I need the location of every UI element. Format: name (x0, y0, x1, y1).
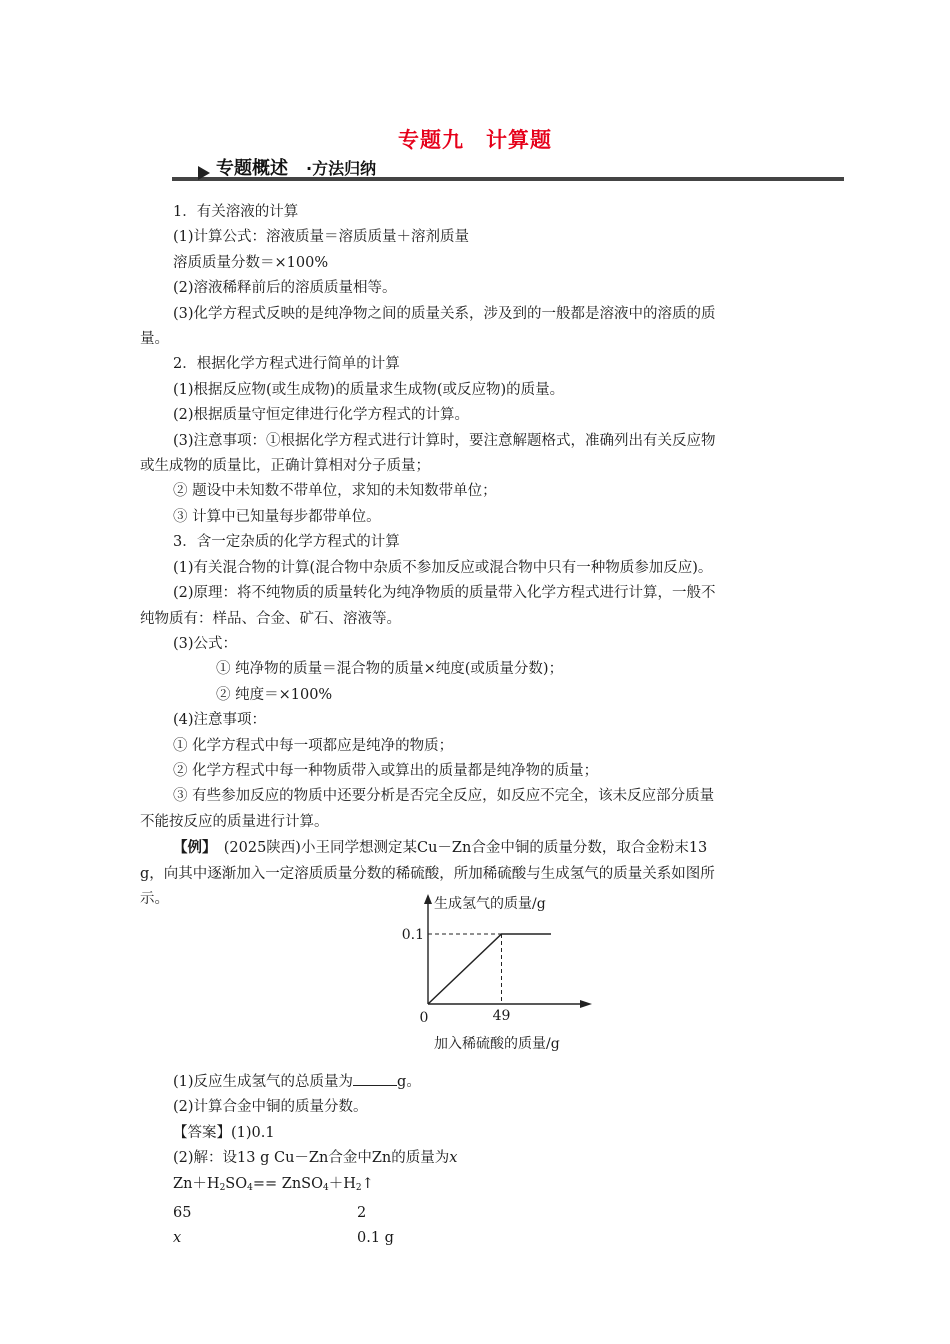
origin-label: 0 (419, 1010, 429, 1026)
answer-2-text: (2)解：设13 g Cu－Zn合金中Zn的质量为 (173, 1150, 450, 1167)
triangle-icon (198, 166, 210, 180)
y-axis-label: 生成氢气的质量/g (434, 896, 546, 912)
paragraph: ① 化学方程式中每一项都应是纯净的物质； (173, 737, 454, 754)
formula-line: ② 纯度＝×100% (216, 686, 333, 703)
paragraph: ③ 计算中已知量每步都带单位。 (173, 508, 381, 525)
paragraph: ② 化学方程式中每一种物质带入或算出的质量都是纯净物的质量； (173, 762, 599, 779)
page-title: 专题九 计算题 (398, 128, 552, 152)
y-tick-label: 0.1 (401, 927, 424, 943)
eq-part: == ZnSO (252, 1175, 324, 1192)
answer-1: (1)0.1 (231, 1124, 275, 1141)
paragraph: (2)根据质量守恒定律进行化学方程式的计算。 (173, 407, 470, 424)
eq-sub: 2 (219, 1182, 226, 1193)
eq-part: SO (225, 1175, 248, 1192)
paragraph-cont: 纯物质有：样品、合金、矿石、溶液等。 (140, 610, 401, 627)
question-1-text: (1)反应生成氢气的总质量为 (173, 1074, 354, 1090)
paragraph: (2)溶液稀释前后的溶质质量相等。 (173, 280, 397, 297)
paragraph-cont: 量。 (140, 331, 169, 348)
y-axis-arrow-icon (424, 894, 432, 904)
variable-x: x (449, 1150, 458, 1167)
answer-blank (353, 1071, 397, 1086)
paragraph: ② 题设中未知数不带单位，求知的未知数带单位； (173, 483, 497, 500)
x-tick-label: 49 (492, 1008, 511, 1024)
eq-part: Zn＋H (173, 1175, 220, 1192)
example-label: 【例】 (173, 839, 210, 857)
paragraph: (3)公式： (173, 635, 238, 652)
paragraph: ③ 有些参加反应的物质中还要分析是否完全反应，如反应不完全，该未反应部分质量 (173, 788, 715, 805)
eq-part: ＋H (328, 1175, 356, 1192)
section2-heading: 2．根据化学方程式进行简单的计算 (173, 356, 400, 373)
paragraph: (2)原理：将不纯物质的质量转化为纯净物质的质量带入化学方程式进行计算，一般不 (173, 585, 716, 602)
ratio-row (140, 1201, 812, 1226)
question-1 (140, 1070, 812, 1095)
paragraph: (4)注意事项： (173, 712, 267, 729)
paragraph: (1)有关混合物的计算(混合物中杂质不参加反应或混合物中只有一种物质参加反应)。 (173, 559, 713, 576)
section1-heading: 1．有关溶液的计算 (173, 204, 299, 220)
ratio-left: 65 (173, 1205, 192, 1222)
paragraph: (3)注意事项：①根据化学方程式进行计算时，要注意解题格式，准确列出有关反应物 (173, 432, 716, 449)
gas-arrow-icon: ↑ (361, 1175, 374, 1192)
paragraph: (3)化学方程式反映的是纯净物之间的质量关系，涉及到的一般都是溶液中的溶质的质 (173, 305, 716, 322)
paragraph: (1)计算公式：溶液质量＝溶质质量＋溶剂质量 (173, 229, 470, 246)
question-1-unit: g。 (397, 1074, 421, 1090)
series-line (428, 934, 551, 1004)
eq-sub: 4 (323, 1182, 329, 1193)
document-body (140, 200, 812, 912)
answer-body (140, 1070, 812, 1252)
banner-label-overview: 专题概述 (216, 158, 288, 179)
section-banner (172, 152, 844, 182)
section3-heading: 3．含一定杂质的化学方程式的计算 (173, 534, 400, 551)
example-text-cont: g，向其中逐渐加入一定溶质质量分数的稀硫酸，所加稀硫酸与生成氢气的质量关系如图所 (140, 865, 715, 882)
example-text-cont: 示。 (140, 890, 169, 907)
hydrogen-mass-graph (398, 892, 598, 1062)
x-axis-arrow-icon (580, 1000, 592, 1008)
ratio-right: 0.1 g (357, 1230, 394, 1247)
answer-line (140, 1121, 812, 1146)
formula-line: ① 纯净物的质量＝混合物的质量×纯度(或质量分数)； (216, 661, 564, 678)
formula-line: 溶质质量分数＝×100% (173, 254, 329, 271)
eq-sub: 4 (247, 1182, 253, 1193)
banner-label-methods: ·方法归纳 (306, 159, 377, 178)
x-axis-label: 加入稀硫酸的质量/g (434, 1036, 560, 1052)
answer-label: 【答案】 (173, 1124, 231, 1141)
graph-svg (398, 892, 598, 1062)
ratio-right: 2 (357, 1205, 367, 1222)
example-text: 小王同学想测定某Cu－Zn合金中铜的质量分数，取合金粉末13 (300, 840, 708, 857)
answer-2 (140, 1146, 812, 1171)
question-2: (2)计算合金中铜的质量分数。 (173, 1099, 368, 1116)
ratio-left: x (173, 1230, 182, 1247)
example-source: (2025陕西) (209, 840, 301, 857)
paragraph: (1)根据反应物(或生成物)的质量求生成物(或反应物)的质量。 (173, 381, 565, 398)
example-line (140, 835, 812, 861)
ratio-row (140, 1226, 812, 1251)
paragraph-cont: 不能按反应的质量进行计算。 (140, 813, 329, 830)
eq-sub: 2 (355, 1182, 362, 1193)
chemical-equation (140, 1172, 812, 1201)
paragraph-cont: 或生成物的质量比，正确计算相对分子质量； (140, 458, 430, 475)
